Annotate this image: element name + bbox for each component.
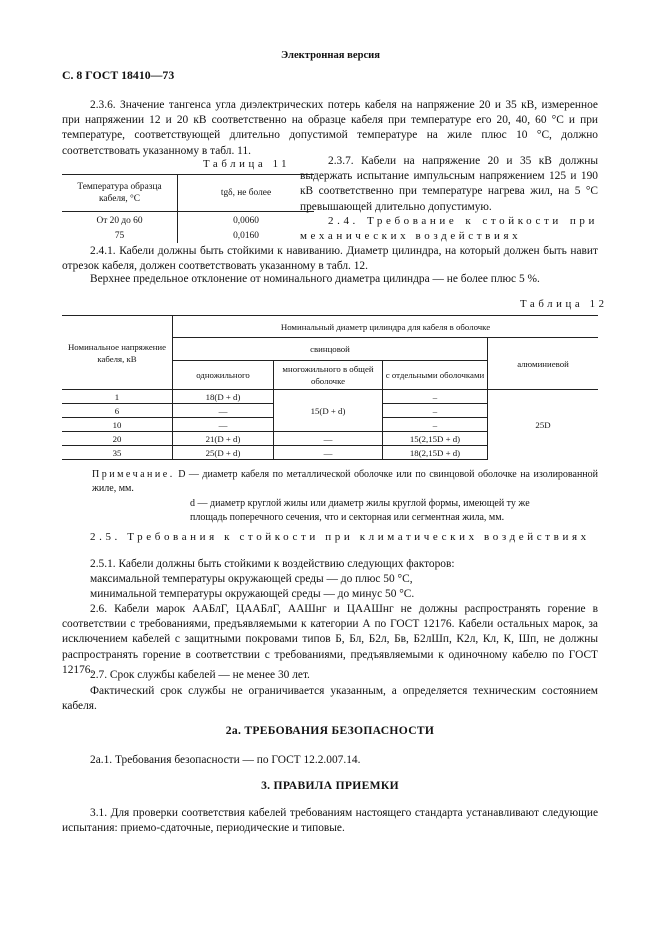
table-12-cell: — [173, 418, 274, 432]
table-12 [62, 315, 598, 460]
table-12-cell: – [383, 418, 488, 432]
paragraph-2-7-b: Фактический срок службы не ограничивается указанным, а определяется техническим состоянием кабеля. [62, 685, 598, 713]
paragraph-2-6: 2.6. Кабели марок ААБлГ, ЦААБлГ, ААШнг и ЦААШнг не должны распространять горение в соответствии с требованиями, предъявляемыми к категории А по ГОСТ 12176. Кабели остальных марок, за исключением кабелей с защитными покровами типов Б, Бл, Б2л, Бв, Б2лШп, К2л, Кл, К, Шп, не должны распространять горение в соответствии с требованиями, предъявляемыми к одиночному кабелю по ГОСТ 12176. [62, 603, 598, 676]
note-d1: D — диаметр кабеля по металлической оболочке или по свинцовой оболочке на изолированной жиле, мм. [92, 469, 599, 494]
paragraph-2-3-7: 2.3.7. Кабели на напряжение 20 и 35 кВ должны выдержать испытание импульсным напряжением 125 и 190 кВ соответственно при температуре нагрева жил, на 5 °С превышающей длительно допустимую. [300, 155, 598, 213]
paragraph-2-7: 2.7. Срок службы кабелей — не менее 30 лет. [90, 669, 310, 681]
paragraph-2-5 [62, 530, 598, 545]
table-12-note [92, 468, 598, 524]
table-11 [62, 174, 314, 243]
table-11-header-temp: Температура образца кабеля, °С [62, 175, 178, 212]
section-title: Требование к стойкости при механических воздействиях [300, 215, 598, 243]
table-12-header-voltage: Номинальное напряжение кабеля, кВ [62, 316, 173, 390]
section-title: Требования к стойкости при климатических воздействиях [127, 531, 590, 543]
table-12-cell: — [274, 446, 383, 460]
paragraph-2-4-1-b: Верхнее предельное отклонение от номинального диаметра цилиндра — не более плюс 5 %. [90, 273, 540, 285]
table-11-cell: 75 [62, 228, 178, 243]
paragraph-2-4-1: 2.4.1. Кабели должны быть стойкими к навиванию. Диаметр цилиндра, на который должен быть навит отрезок кабеля, должен соответствовать указанному в табл. 12. [62, 245, 598, 273]
paragraph-2-5-1-a: максимальной температуры окружающей среды — до плюс 50 °С, [90, 573, 413, 585]
note-d2a: d — диаметр круглой жилы или диаметр жилы круглой формы, имеющей ту же [190, 498, 530, 509]
table-12-cell: 15(2,15D + d) [383, 432, 488, 446]
table-12-header-separate: с отдельными оболочками [383, 361, 488, 390]
paragraph-2-5-1: 2.5.1. Кабели должны быть стойкими к воздействию следующих факторов: [90, 558, 455, 570]
table-12-cell: 25(D + d) [173, 446, 274, 460]
table-11-cell: От 20 до 60 [62, 212, 178, 229]
table-11-cell: 0,0060 [233, 215, 259, 226]
table-11-title: Таблица 11 [203, 158, 291, 170]
paragraph-2-3-6: 2.3.6. Значение тангенса угла диэлектрических потерь кабеля на напряжение 20 и 35 кВ, измеренное при напряжении 12 и 20 кВ соответственно на образце кабеля при температуре его 20, 40, 60 °С и при температуре, соответствующей длительно допустимой температуре на жиле плюс 10 °С, должно соответствовать указанному в табл. 11. [62, 99, 598, 157]
heading-3: 3. ПРАВИЛА ПРИЕМКИ [261, 779, 399, 792]
table-12-header-lead: свинцовой [173, 338, 488, 361]
table-12-cell: 21(D + d) [173, 432, 274, 446]
heading-2a: 2а. ТРЕБОВАНИЯ БЕЗОПАСНОСТИ [225, 724, 435, 737]
table-12-header-multi: многожильного в общей оболочке [274, 361, 383, 390]
table-12-header-single: одножильного [173, 361, 274, 390]
table-12-cell-voltage: 1 [62, 390, 173, 404]
table-11-cell: 0,0160 [233, 230, 259, 241]
paragraph-3-1: 3.1. Для проверки соответствия кабелей требованиям настоящего стандарта устанавливают следующие испытания: приемо-сдаточные, периодические и типовые. [62, 807, 598, 835]
table-12-cell-multi-merged: 15(D + d) [274, 390, 383, 432]
table-12-cell-voltage: 35 [62, 446, 173, 460]
note-label: Примечание. [92, 469, 175, 480]
table-12-cell: — [173, 404, 274, 418]
paragraph-2a-1: 2а.1. Требования безопасности — по ГОСТ 12.2.007.14. [90, 754, 361, 766]
table-12-cell: — [274, 432, 383, 446]
table-12-cell-voltage: 10 [62, 418, 173, 432]
table-12-cell: 18(D + d) [173, 390, 274, 404]
paragraph-2-4 [300, 214, 598, 244]
table-12-cell-voltage: 20 [62, 432, 173, 446]
paragraph-2-5-1-b: минимальной температуры окружающей среды — до минус 50 °С. [90, 588, 415, 600]
table-12-header-aluminum: алюминиевой [488, 338, 599, 390]
table-12-header-group: Номинальный диаметр цилиндра для кабеля в оболочке [173, 316, 599, 338]
section-number: 2.4. [328, 215, 359, 227]
table-12-cell-voltage: 6 [62, 404, 173, 418]
section-number: 2.5. [90, 531, 121, 543]
table-12-cell: – [383, 390, 488, 404]
page-number: С. 8 ГОСТ 18410—73 [62, 68, 175, 82]
table-12-cell: – [383, 404, 488, 418]
table-12-cell-alum-merged: 25D [535, 419, 551, 430]
edition-label: Электронная версия [280, 50, 381, 61]
table-12-cell: 18(2,15D + d) [383, 446, 488, 460]
table-11-header-tg: tgδ, не более [178, 175, 315, 212]
table-12-title: Таблица 12 [520, 298, 608, 310]
note-d2b: площадь поперечного сечения, что и секторная или сегментная жила, мм. [190, 511, 505, 523]
